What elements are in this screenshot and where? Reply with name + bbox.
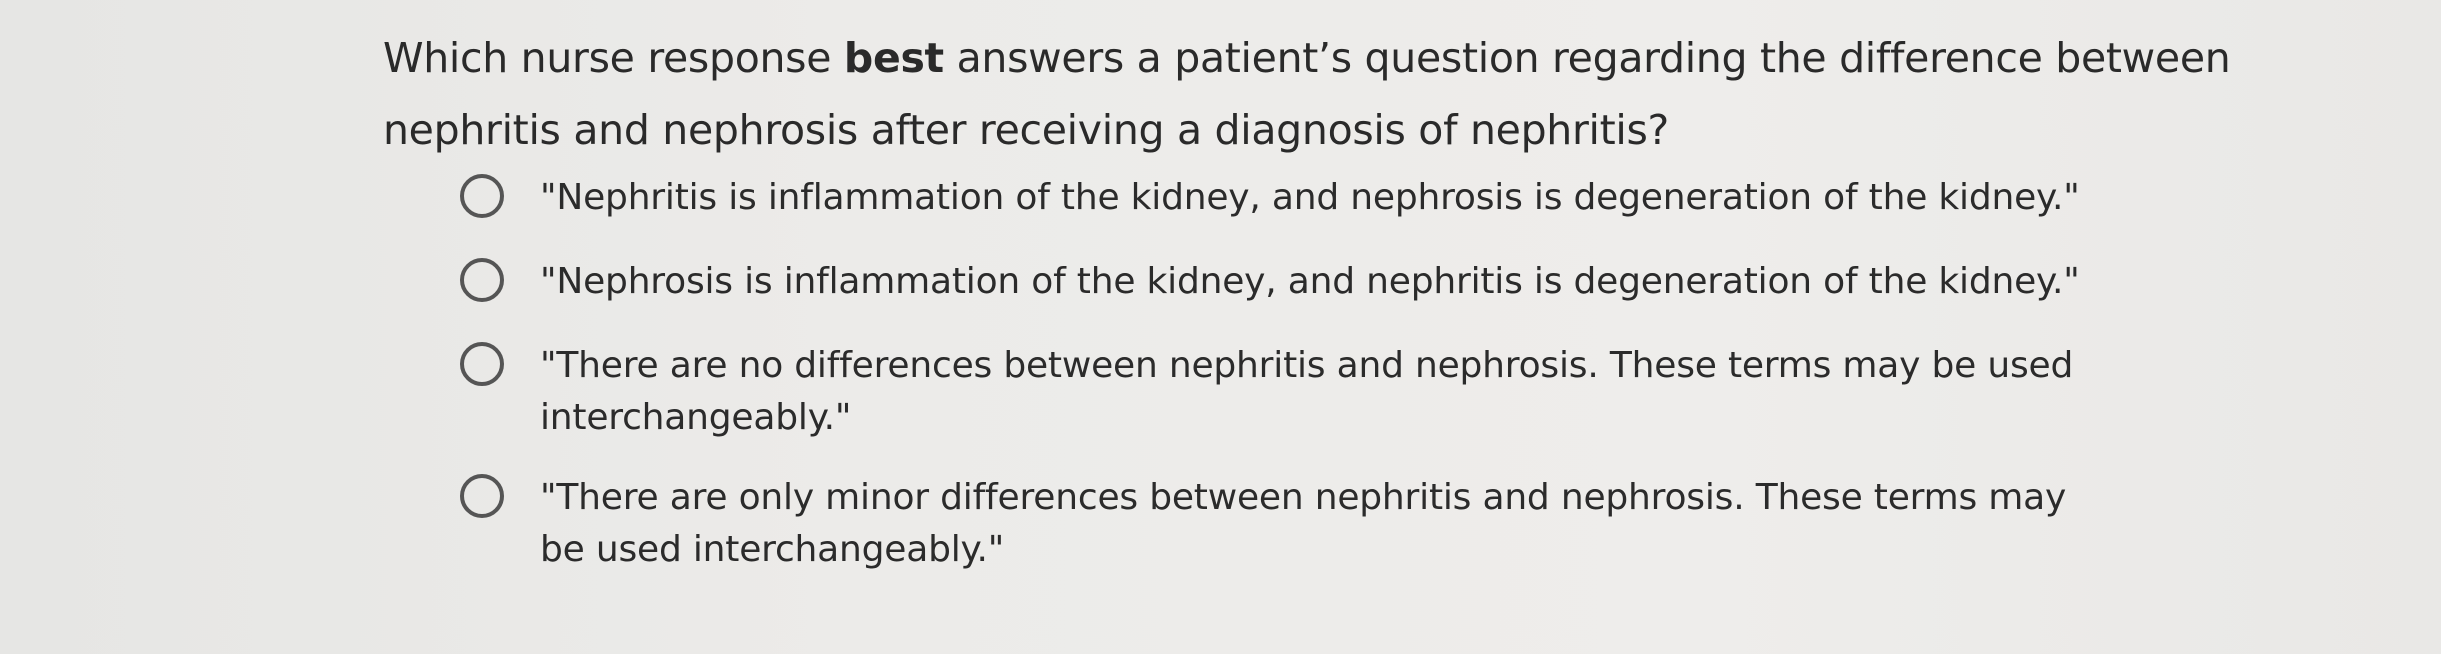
radio-button-4[interactable]	[460, 474, 504, 518]
answer-option-1-label[interactable]: "Nephritis is inflammation of the kidney, and nephrosis is degeneration of the kidney."	[540, 177, 2080, 218]
answer-option-2[interactable]	[460, 256, 2100, 308]
question-emphasis: best	[843, 34, 944, 82]
answer-option-2-label[interactable]: "Nephrosis is inflammation of the kidney, and nephritis is degeneration of the kidney."	[540, 261, 2080, 302]
question-text-part1: Which nurse response	[383, 34, 844, 82]
answer-option-3[interactable]	[460, 340, 2100, 444]
answer-option-1[interactable]	[460, 172, 2100, 224]
answer-option-4[interactable]	[460, 472, 2100, 576]
answer-option-4-label[interactable]: "There are only minor differences between nephritis and nephrosis. These terms may be used interchangeably."	[540, 477, 2067, 570]
radio-button-1[interactable]	[460, 174, 504, 218]
answer-option-3-label[interactable]: "There are no differences between nephritis and nephrosis. These terms may be used interchangeably."	[540, 345, 2074, 438]
radio-button-2[interactable]	[460, 258, 504, 302]
radio-button-3[interactable]	[460, 342, 504, 386]
question-text-part2: answers a patient’s question regarding the difference between nephritis and nephrosis after receiving a diagnosis of nephritis?	[383, 34, 2231, 154]
question-text	[383, 22, 2263, 166]
